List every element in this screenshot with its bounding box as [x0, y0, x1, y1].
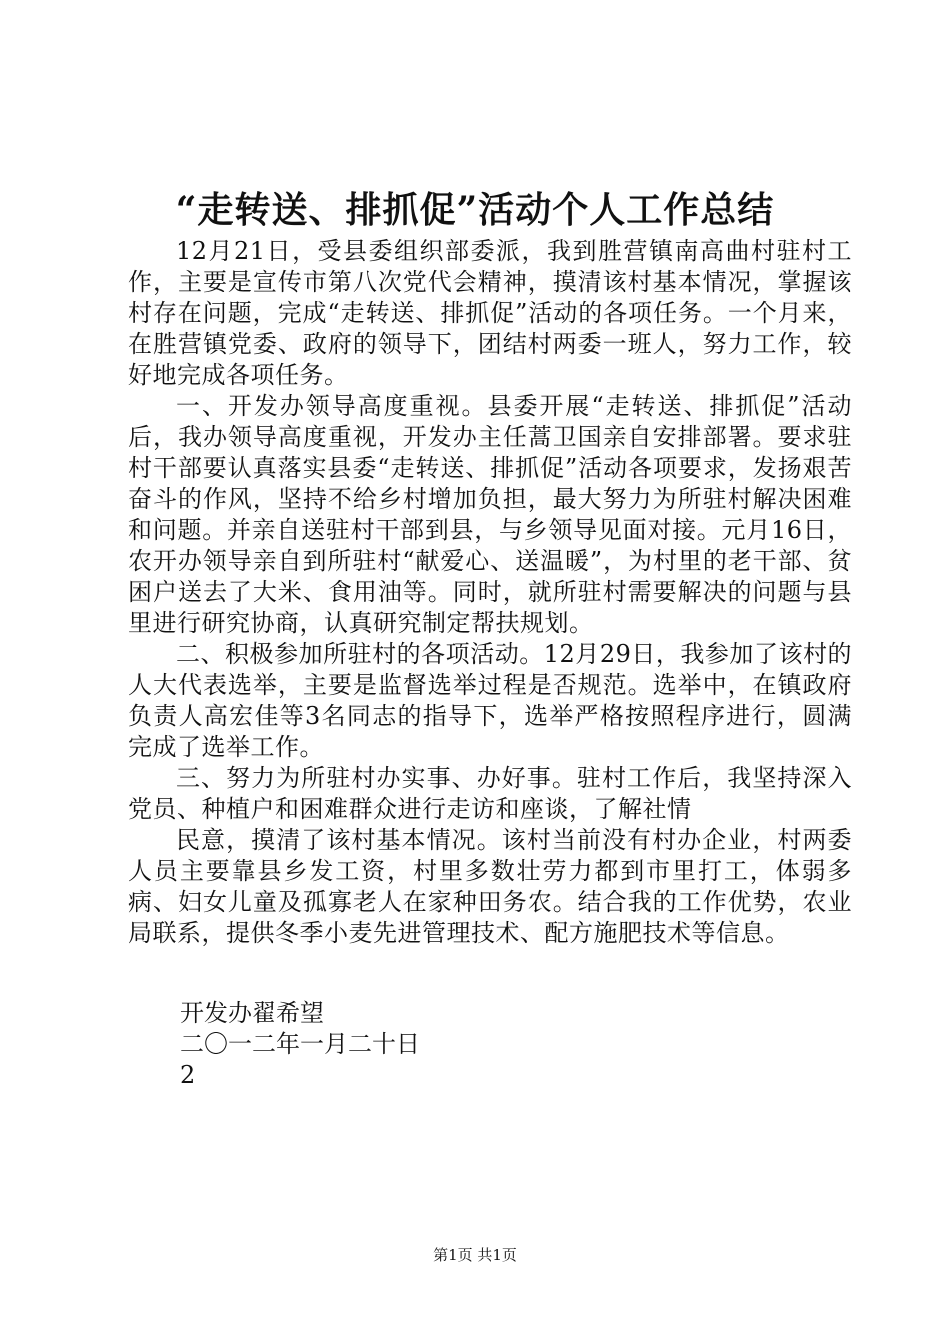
paragraph-section-three: 三、努力为所驻村办实事、办好事。驻村工作后，我坚持深入党员、种植户和困难群众进行走访和座谈，了解社情	[128, 764, 852, 823]
paragraph-section-three-continued: 民意，摸清了该村基本情况。该村当前没有村办企业，村两委人员主要靠县乡发工资，村里多数壮劳力都到市里打工，体弱多病、妇女儿童及孤寡老人在家种田务农。结合我的工作优势，农业局联系，提供冬季小麦先进管理技术、配方施肥技术等信息。	[128, 826, 852, 947]
paragraph-section-two: 二、积极参加所驻村的各项活动。12月29日，我参加了该村的人大代表选举，主要是监督选举过程是否规范。选举中，在镇政府负责人高宏佳等3名同志的指导下，选举严格按照程序进行，圆满完成了选举工作。	[128, 640, 852, 761]
paragraph-intro: 12月21日，受县委组织部委派，我到胜营镇南高曲村驻村工作，主要是宣传市第八次党代会精神，摸清该村基本情况，掌握该村存在问题，完成“走转送、排抓促”活动的各项任务。一个月来，在胜营镇党委、政府的领导下，团结村两委一班人，努力工作，较好地完成各项任务。	[128, 237, 852, 389]
document-date: 二〇一二年一月二十日	[180, 1030, 420, 1058]
page-footer: 第1页 共1页	[433, 1246, 517, 1264]
page-mark: 2	[180, 1061, 196, 1089]
paragraph-section-one: 一、开发办领导高度重视。县委开展“走转送、排抓促”活动后，我办领导高度重视，开发办主任蒿卫国亲自安排部署。要求驻村干部要认真落实县委“走转送、排抓促”活动各项要求，发扬艰苦奋斗的作风，坚持不给乡村增加负担，最大努力为所驻村解决困难和问题。并亲自送驻村干部到县，与乡领导见面对接。元月16日，农开办领导亲自到所驻村“献爱心、送温暖”，为村里的老干部、贫困户送去了大米、食用油等。同时，就所驻村需要解决的问题与县里进行研究协商，认真研究制定帮扶规划。	[128, 392, 852, 637]
signature: 开发办翟希望	[180, 999, 324, 1027]
document-body	[128, 236, 852, 949]
document-title: “走转送、排抓促”活动个人工作总结	[175, 189, 775, 231]
